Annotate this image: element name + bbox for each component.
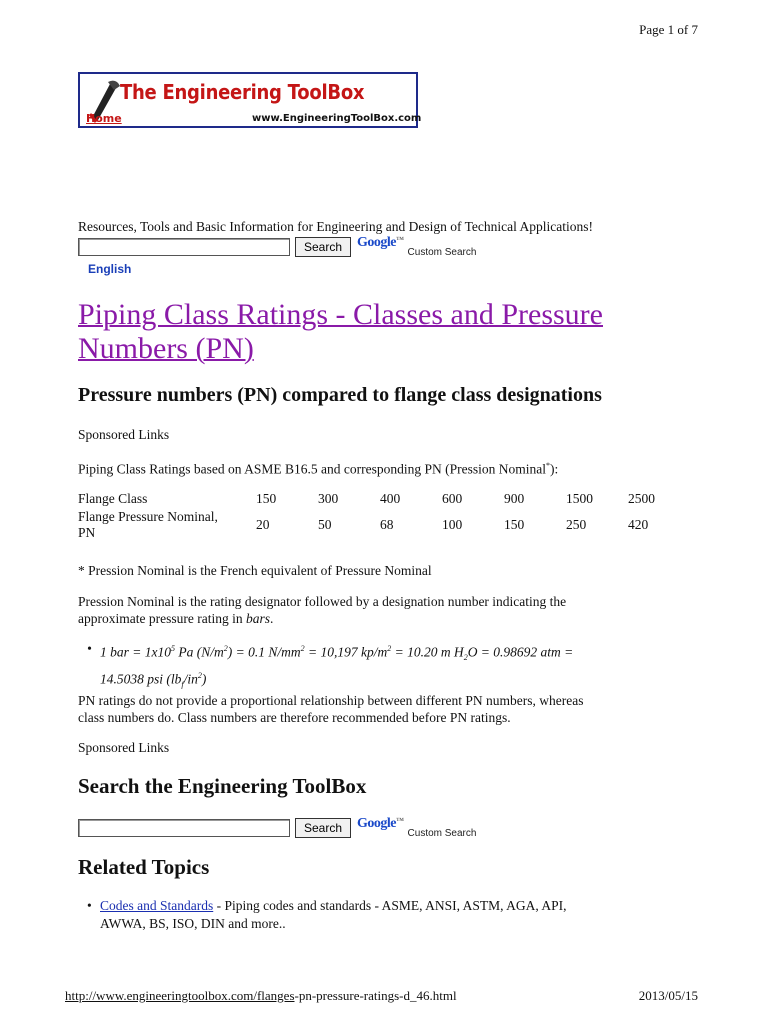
table-cell: 900 (504, 491, 525, 506)
google-g: Google (357, 235, 397, 250)
conv-part: O = 0.98692 atm = (467, 644, 574, 660)
page-subtitle: Pressure numbers (PN) compared to flange class designations (78, 384, 602, 406)
row-label: Flange Class (78, 491, 148, 506)
conv-part: ) (201, 671, 207, 687)
table-cell: 300 (318, 491, 339, 506)
conv-sub: 2 (463, 653, 468, 663)
intro-text: Piping Class Ratings based on ASME B16.5 and corresponding PN (Pression Nominal (78, 461, 546, 477)
conv-sup: 2 (197, 671, 202, 681)
pn-description-em: bars (245, 611, 270, 626)
conv-part: ) = 0.1 N/mm (227, 644, 301, 660)
language-link-text[interactable]: English (88, 262, 132, 276)
site-logo[interactable] (78, 72, 422, 128)
search-button[interactable]: Search (295, 237, 351, 257)
conv-part: = 10.20 m H (391, 644, 464, 660)
related-desc-2: AWWA, BS, ISO, DIN and more.. (100, 916, 286, 931)
logo-title: The Engineering ToolBox (120, 80, 365, 104)
search-heading: Search the Engineering ToolBox (78, 774, 367, 798)
pn-description-line-2: approximate pressure rating in (78, 611, 246, 626)
conv-sup: 2 (300, 644, 305, 653)
page-title-link[interactable] (78, 298, 603, 365)
logo-url: www.EngineeringToolBox.com (252, 113, 422, 124)
google-logo-icon: Google™ (357, 816, 404, 831)
google-g: Google (357, 816, 397, 831)
intro-sup: * (546, 461, 550, 470)
conv-part: 14.5038 psi (lb (100, 671, 182, 687)
conv-part: 1 bar = 1x10 (100, 644, 171, 660)
table-cell: 2500 (628, 491, 655, 506)
home-link[interactable]: Home (86, 112, 122, 125)
row-label-line-2: PN (78, 525, 96, 540)
pn-note-line-2: class numbers do. Class numbers are therefore recommended before PN ratings. (78, 710, 511, 725)
row-label (74, 508, 252, 542)
row-label-line-1: Flange Pressure Nominal, (78, 509, 218, 524)
search-input[interactable] (78, 819, 290, 837)
codes-and-standards-link[interactable]: Codes and Standards (100, 898, 214, 913)
conv-sub: f (181, 680, 184, 690)
conv-part: = 10,197 kp/m (304, 644, 388, 660)
footer-url-link[interactable]: http://www.engineeringtoolbox.com/flanges (65, 988, 295, 1003)
conv-sup: 2 (387, 644, 392, 653)
sponsored-links-top: Sponsored Links (78, 427, 170, 442)
title-line-2: Numbers (PN) (78, 332, 254, 365)
tagline: Resources, Tools and Basic Information for Engineering and Design of Technical Applications! (78, 219, 593, 234)
ratings-table (74, 490, 686, 542)
google-logo-icon: Google™ (357, 235, 404, 250)
custom-search-label: Custom Search (407, 827, 477, 839)
related-topics-heading: Related Topics (78, 855, 210, 879)
pn-description (78, 593, 678, 627)
table-row (74, 508, 686, 542)
intro-paragraph (78, 457, 678, 478)
conv-part: Pa (N/m (174, 644, 224, 660)
conv-sup: 5 (170, 644, 175, 653)
footer-url-rest: -pn-pressure-ratings-d_46.html (294, 988, 457, 1003)
table-cell: 250 (566, 517, 587, 532)
search-button[interactable]: Search (295, 818, 351, 838)
pn-note (78, 692, 678, 726)
related-topic-item (100, 897, 680, 933)
table-cell: 68 (380, 517, 394, 532)
table-cell: 420 (628, 517, 649, 532)
table-cell: 50 (318, 517, 332, 532)
table-cell: 1500 (566, 491, 593, 506)
pn-note-line-1: PN ratings do not provide a proportional relationship between different PN numbers, whereas (78, 693, 584, 708)
table-cell: 20 (256, 517, 270, 532)
page-number: Page 1 of 7 (639, 22, 698, 37)
table-row (74, 490, 686, 508)
conv-part: /in (183, 671, 198, 687)
table-cell: 600 (442, 491, 463, 506)
intro-end: ): (550, 461, 559, 477)
table-cell: 150 (256, 491, 277, 506)
custom-search-label: Custom Search (407, 246, 477, 258)
table-cell: 100 (442, 517, 463, 532)
page-title[interactable] (78, 298, 678, 366)
language-link[interactable] (88, 262, 168, 276)
conv-sup: 2 (223, 644, 228, 653)
search-input[interactable] (78, 238, 290, 256)
footnote: * Pression Nominal is the French equivalent of Pressure Nominal (78, 563, 432, 578)
bottom-search (78, 818, 476, 838)
pn-description-end: . (269, 611, 274, 626)
footer-url (65, 988, 457, 1004)
pn-description-line-1: Pression Nominal is the rating designator followed by a designation number indicating the (78, 594, 567, 609)
related-desc-1: - Piping codes and standards - ASME, ANSI, ASTM, AGA, API, (213, 898, 567, 913)
top-search (78, 237, 476, 257)
table-cell: 150 (504, 517, 525, 532)
footer-date: 2013/05/15 (638, 988, 698, 1003)
conversion-bullet (100, 640, 680, 694)
sponsored-links-bottom: Sponsored Links (78, 740, 170, 755)
table-cell: 400 (380, 491, 401, 506)
title-line-1: Piping Class Ratings - Classes and Pressure (78, 298, 603, 331)
